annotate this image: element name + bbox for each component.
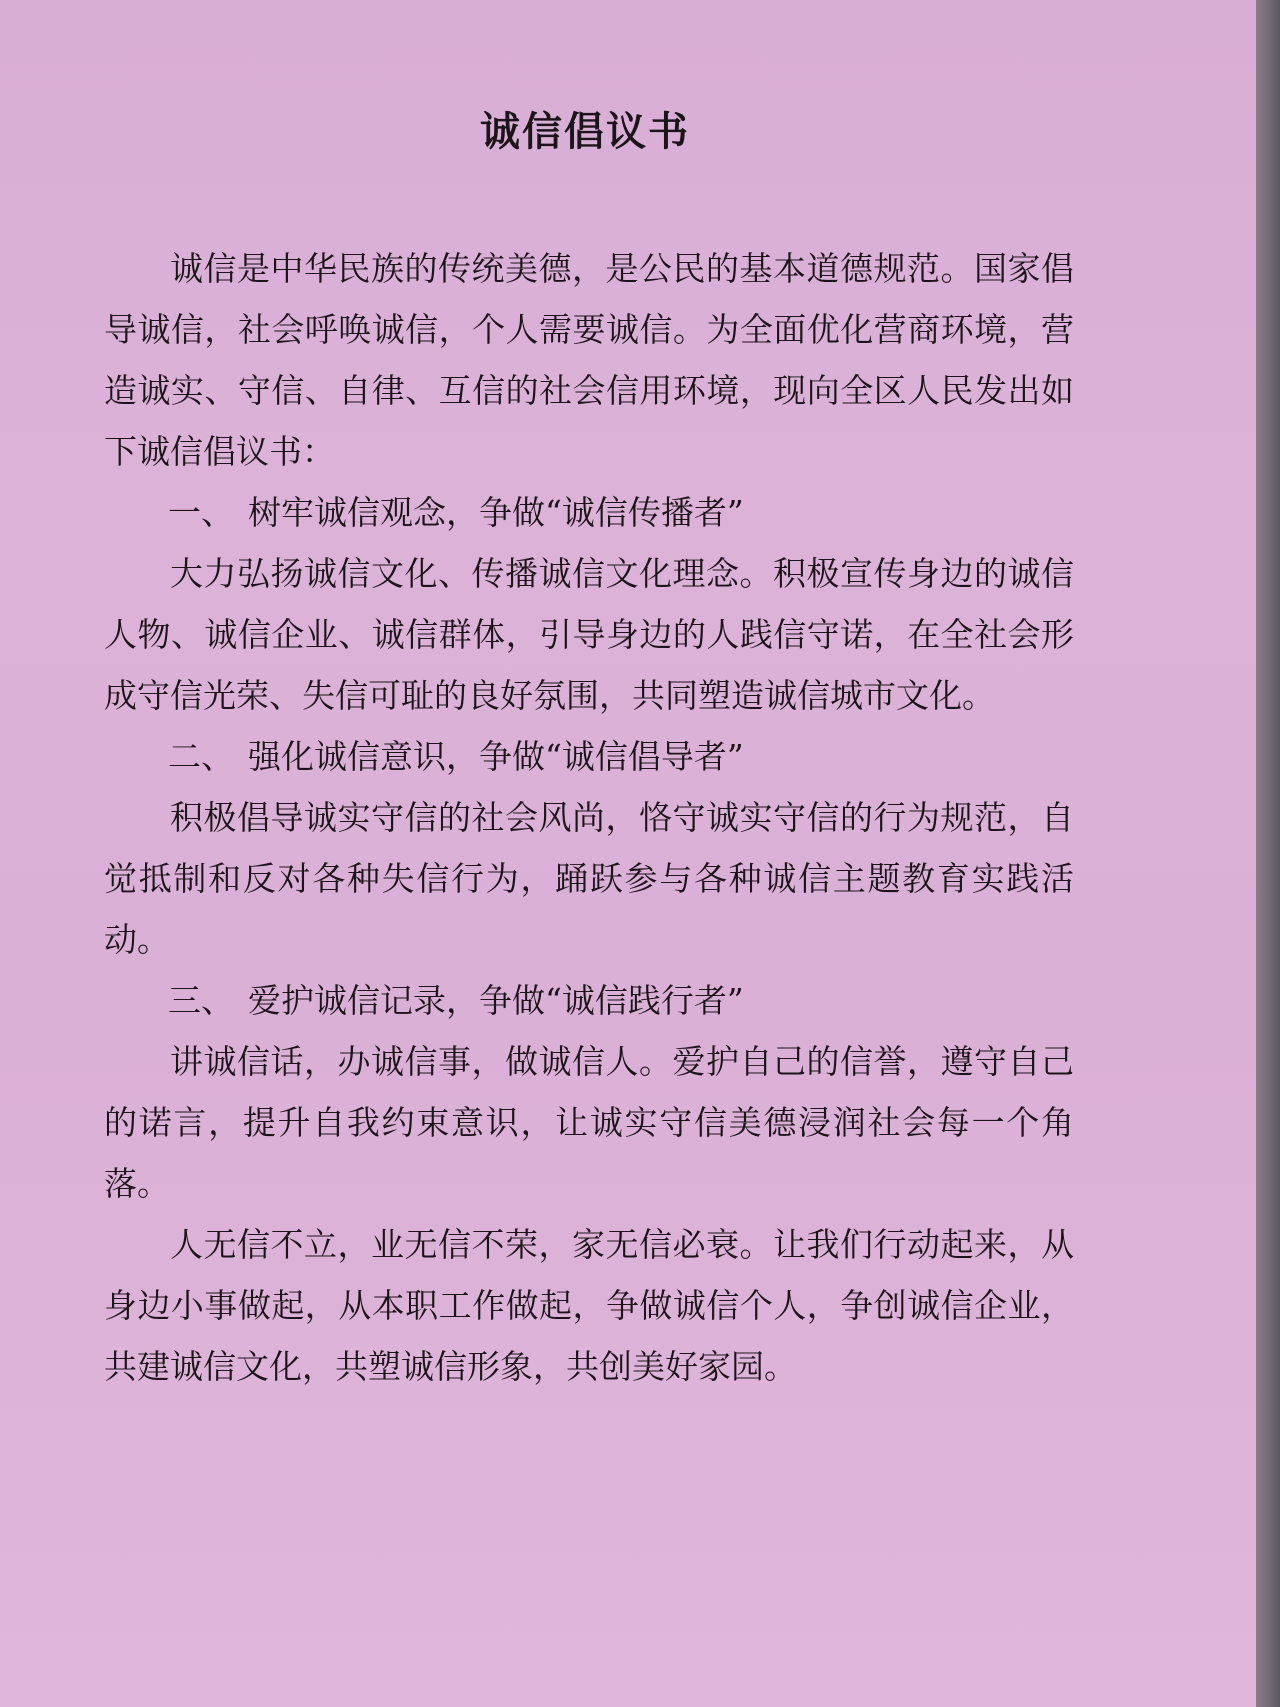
section-1-title: 树牢诚信观念，争做“诚信传播者”: [248, 493, 744, 532]
section-2-title: 强化诚信意识，争做“诚信倡导者”: [248, 737, 744, 776]
section-3-body: 讲诚信话，办诚信事，做诚信人。爱护自己的信誉，遵守自己的诺言，提升自我约束意识，让诚实守信美德浸润社会每一个角落。: [104, 1042, 1074, 1203]
section-3-title: 爱护诚信记录，争做“诚信践行者”: [248, 981, 744, 1020]
section-1-heading: [104, 482, 1074, 543]
section-2-heading: [104, 726, 1074, 787]
section-3-number: 三、: [168, 981, 234, 1020]
section-1-body: 大力弘扬诚信文化、传播诚信文化理念。积极宣传身边的诚信人物、诚信企业、诚信群体，引导身边的人践信守诺，在全社会形成守信光荣、失信可耻的良好氛围，共同塑造诚信城市文化。: [104, 554, 1074, 715]
section-3-heading: [104, 970, 1074, 1031]
section-1-number: 一、: [168, 493, 234, 532]
closing-paragraph: 人无信不立，业无信不荣，家无信必衰。让我们行动起来，从身边小事做起，从本职工作做起，争做诚信个人，争创诚信企业，共建诚信文化，共塑诚信形象，共创美好家园。: [104, 1225, 1074, 1386]
document-title: 诚信倡议书: [480, 108, 690, 155]
section-2-number: 二、: [168, 737, 234, 776]
section-2-body: 积极倡导诚实守信的社会风尚，恪守诚实守信的行为规范，自觉抵制和反对各种失信行为，踊跃参与各种诚信主题教育实践活动。: [104, 798, 1074, 959]
document-body: [104, 238, 1074, 1397]
paper-edge-shadow: [1256, 0, 1280, 1707]
intro-paragraph: 诚信是中华民族的传统美德，是公民的基本道德规范。国家倡导诚信，社会呼唤诚信，个人需要诚信。为全面优化营商环境，营造诚实、守信、自律、互信的社会信用环境，现向全区人民发出如下诚信倡议书：: [104, 249, 1074, 471]
